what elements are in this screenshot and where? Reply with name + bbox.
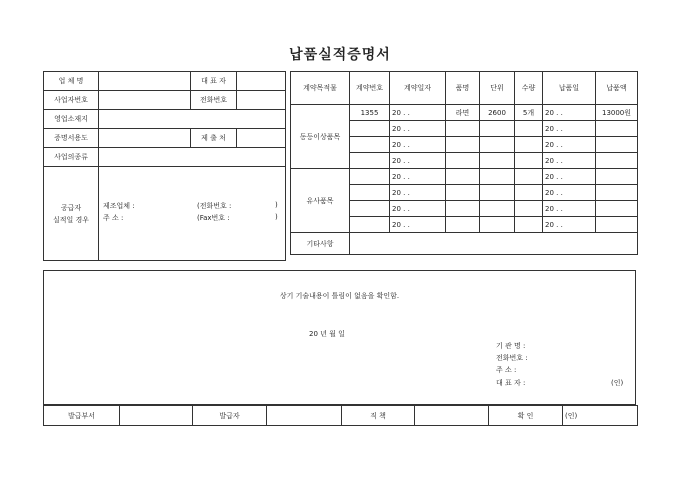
biz-type-label: 사업의종류: [44, 148, 99, 167]
contract-date-cell[interactable]: 20 . .: [390, 217, 446, 233]
delivery-record-table: [290, 71, 638, 255]
table-row: [291, 169, 638, 185]
amount-cell[interactable]: [596, 121, 638, 137]
qty-cell[interactable]: [515, 121, 543, 137]
company-info-table: [43, 71, 286, 261]
contract-no-cell[interactable]: 1355: [350, 105, 390, 121]
amount-cell[interactable]: [596, 153, 638, 169]
section-similar-label: 유사품목: [291, 169, 350, 233]
qty-cell[interactable]: [515, 137, 543, 153]
issuer-label: 발급자: [193, 406, 267, 426]
item-cell[interactable]: [446, 185, 480, 201]
position-field[interactable]: [415, 406, 489, 426]
header-contract-date: 계약일자: [390, 72, 446, 105]
header-contract-target: 계약목적물: [291, 72, 350, 105]
delivery-date-cell[interactable]: 20 . .: [543, 217, 596, 233]
qty-cell[interactable]: [515, 169, 543, 185]
table-row: [291, 105, 638, 121]
delivery-date-cell[interactable]: 20 . .: [543, 153, 596, 169]
submit-to-field[interactable]: [237, 129, 286, 148]
supplier-label: [44, 167, 99, 261]
contract-date-cell[interactable]: 20 . .: [390, 105, 446, 121]
confirmation-box: [43, 270, 636, 405]
amount-cell[interactable]: [596, 169, 638, 185]
unit-cell[interactable]: [480, 185, 515, 201]
biz-no-field[interactable]: [99, 91, 191, 110]
unit-cell[interactable]: [480, 201, 515, 217]
contract-no-cell[interactable]: [350, 185, 390, 201]
maker-fax-label: (Fax번호 :: [197, 214, 230, 222]
issuer-field[interactable]: [267, 406, 342, 426]
delivery-date-cell[interactable]: 20 . .: [543, 169, 596, 185]
rep-field[interactable]: [237, 72, 286, 91]
biz-no-label: 사업자번호: [44, 91, 99, 110]
qty-cell[interactable]: [515, 153, 543, 169]
maker-phone-close: ): [275, 201, 278, 209]
amount-cell[interactable]: 13000원: [596, 105, 638, 121]
qty-cell[interactable]: [515, 185, 543, 201]
dept-label: 발급부서: [44, 406, 120, 426]
other-notes-field[interactable]: [350, 233, 638, 255]
rep-label: 대 표 자: [191, 72, 237, 91]
unit-cell[interactable]: [480, 121, 515, 137]
maker-addr-label: 주 소 :: [103, 214, 124, 222]
address-field[interactable]: [99, 110, 286, 129]
contract-no-cell[interactable]: [350, 217, 390, 233]
unit-cell[interactable]: [480, 153, 515, 169]
supplier-field[interactable]: [99, 167, 286, 261]
contract-no-cell[interactable]: [350, 153, 390, 169]
item-cell[interactable]: [446, 137, 480, 153]
sign-seal[interactable]: (인): [563, 406, 638, 426]
header-unit: 단위: [480, 72, 515, 105]
confirm-phone-label: 전화번호 :: [496, 354, 528, 362]
address-label: 영업소재지: [44, 110, 99, 129]
qty-cell[interactable]: 5개: [515, 105, 543, 121]
confirm-statement: 상기 기술내용이 틀림이 없음을 확인함.: [279, 292, 400, 300]
contract-no-cell[interactable]: [350, 137, 390, 153]
purpose-field[interactable]: [99, 129, 191, 148]
supplier-label-line1: 공급자: [60, 203, 82, 212]
delivery-date-cell[interactable]: 20 . .: [543, 121, 596, 137]
item-cell[interactable]: [446, 201, 480, 217]
unit-cell[interactable]: [480, 217, 515, 233]
submit-to-label: 제 출 처: [191, 129, 237, 148]
amount-cell[interactable]: [596, 137, 638, 153]
delivery-date-cell[interactable]: 20 . .: [543, 201, 596, 217]
item-cell[interactable]: [446, 153, 480, 169]
company-name-label: 업 체 명: [44, 72, 99, 91]
maker-phone-label: (전화번호 :: [197, 202, 232, 210]
phone-field[interactable]: [237, 91, 286, 110]
confirm-date-line[interactable]: 20 년 월 일: [309, 330, 345, 338]
section-same-label: 동등이상품목: [291, 105, 350, 169]
contract-date-cell[interactable]: 20 . .: [390, 153, 446, 169]
issuance-table: [43, 405, 638, 426]
header-delivery-date: 납품일: [543, 72, 596, 105]
maker-fax-close: ): [275, 213, 278, 221]
qty-cell[interactable]: [515, 217, 543, 233]
biz-type-field[interactable]: [99, 148, 286, 167]
page-title: 납품실적증명서: [289, 47, 391, 63]
header-item: 품명: [446, 72, 480, 105]
contract-date-cell[interactable]: 20 . .: [390, 137, 446, 153]
purpose-label: 증명서용도: [44, 129, 99, 148]
confirm-label: 확 인: [489, 406, 563, 426]
item-cell[interactable]: [446, 169, 480, 185]
contract-no-cell[interactable]: [350, 201, 390, 217]
contract-date-cell[interactable]: 20 . .: [390, 185, 446, 201]
contract-no-cell[interactable]: [350, 169, 390, 185]
item-cell[interactable]: [446, 217, 480, 233]
confirm-address-label: 주 소 :: [496, 366, 517, 374]
header-amount: 납품액: [596, 72, 638, 105]
delivery-date-cell[interactable]: 20 . .: [543, 185, 596, 201]
amount-cell[interactable]: [596, 185, 638, 201]
item-cell[interactable]: 라면: [446, 105, 480, 121]
dept-field[interactable]: [120, 406, 193, 426]
amount-cell[interactable]: [596, 201, 638, 217]
supplier-label-line2: 실적일 경우: [52, 215, 90, 224]
header-contract-no: 계약번호: [350, 72, 390, 105]
unit-cell[interactable]: [480, 169, 515, 185]
confirm-seal: (인): [611, 379, 624, 387]
section-other-label: 기타사항: [291, 233, 350, 255]
header-qty: 수량: [515, 72, 543, 105]
delivery-date-cell[interactable]: 20 . .: [543, 105, 596, 121]
maker-label: 제조업체 :: [103, 202, 135, 210]
position-label: 직 책: [342, 406, 415, 426]
unit-cell[interactable]: [480, 137, 515, 153]
contract-date-cell[interactable]: 20 . .: [390, 121, 446, 137]
contract-date-cell[interactable]: 20 . .: [390, 201, 446, 217]
qty-cell[interactable]: [515, 201, 543, 217]
company-name-field[interactable]: [99, 72, 191, 91]
confirm-rep-label: 대 표 자 :: [496, 379, 526, 387]
item-cell[interactable]: [446, 121, 480, 137]
delivery-date-cell[interactable]: 20 . .: [543, 137, 596, 153]
agency-label: 기 관 명 :: [496, 342, 526, 350]
amount-cell[interactable]: [596, 217, 638, 233]
contract-date-cell[interactable]: 20 . .: [390, 169, 446, 185]
phone-label: 전화번호: [191, 91, 237, 110]
unit-cell[interactable]: 2600: [480, 105, 515, 121]
contract-no-cell[interactable]: [350, 121, 390, 137]
